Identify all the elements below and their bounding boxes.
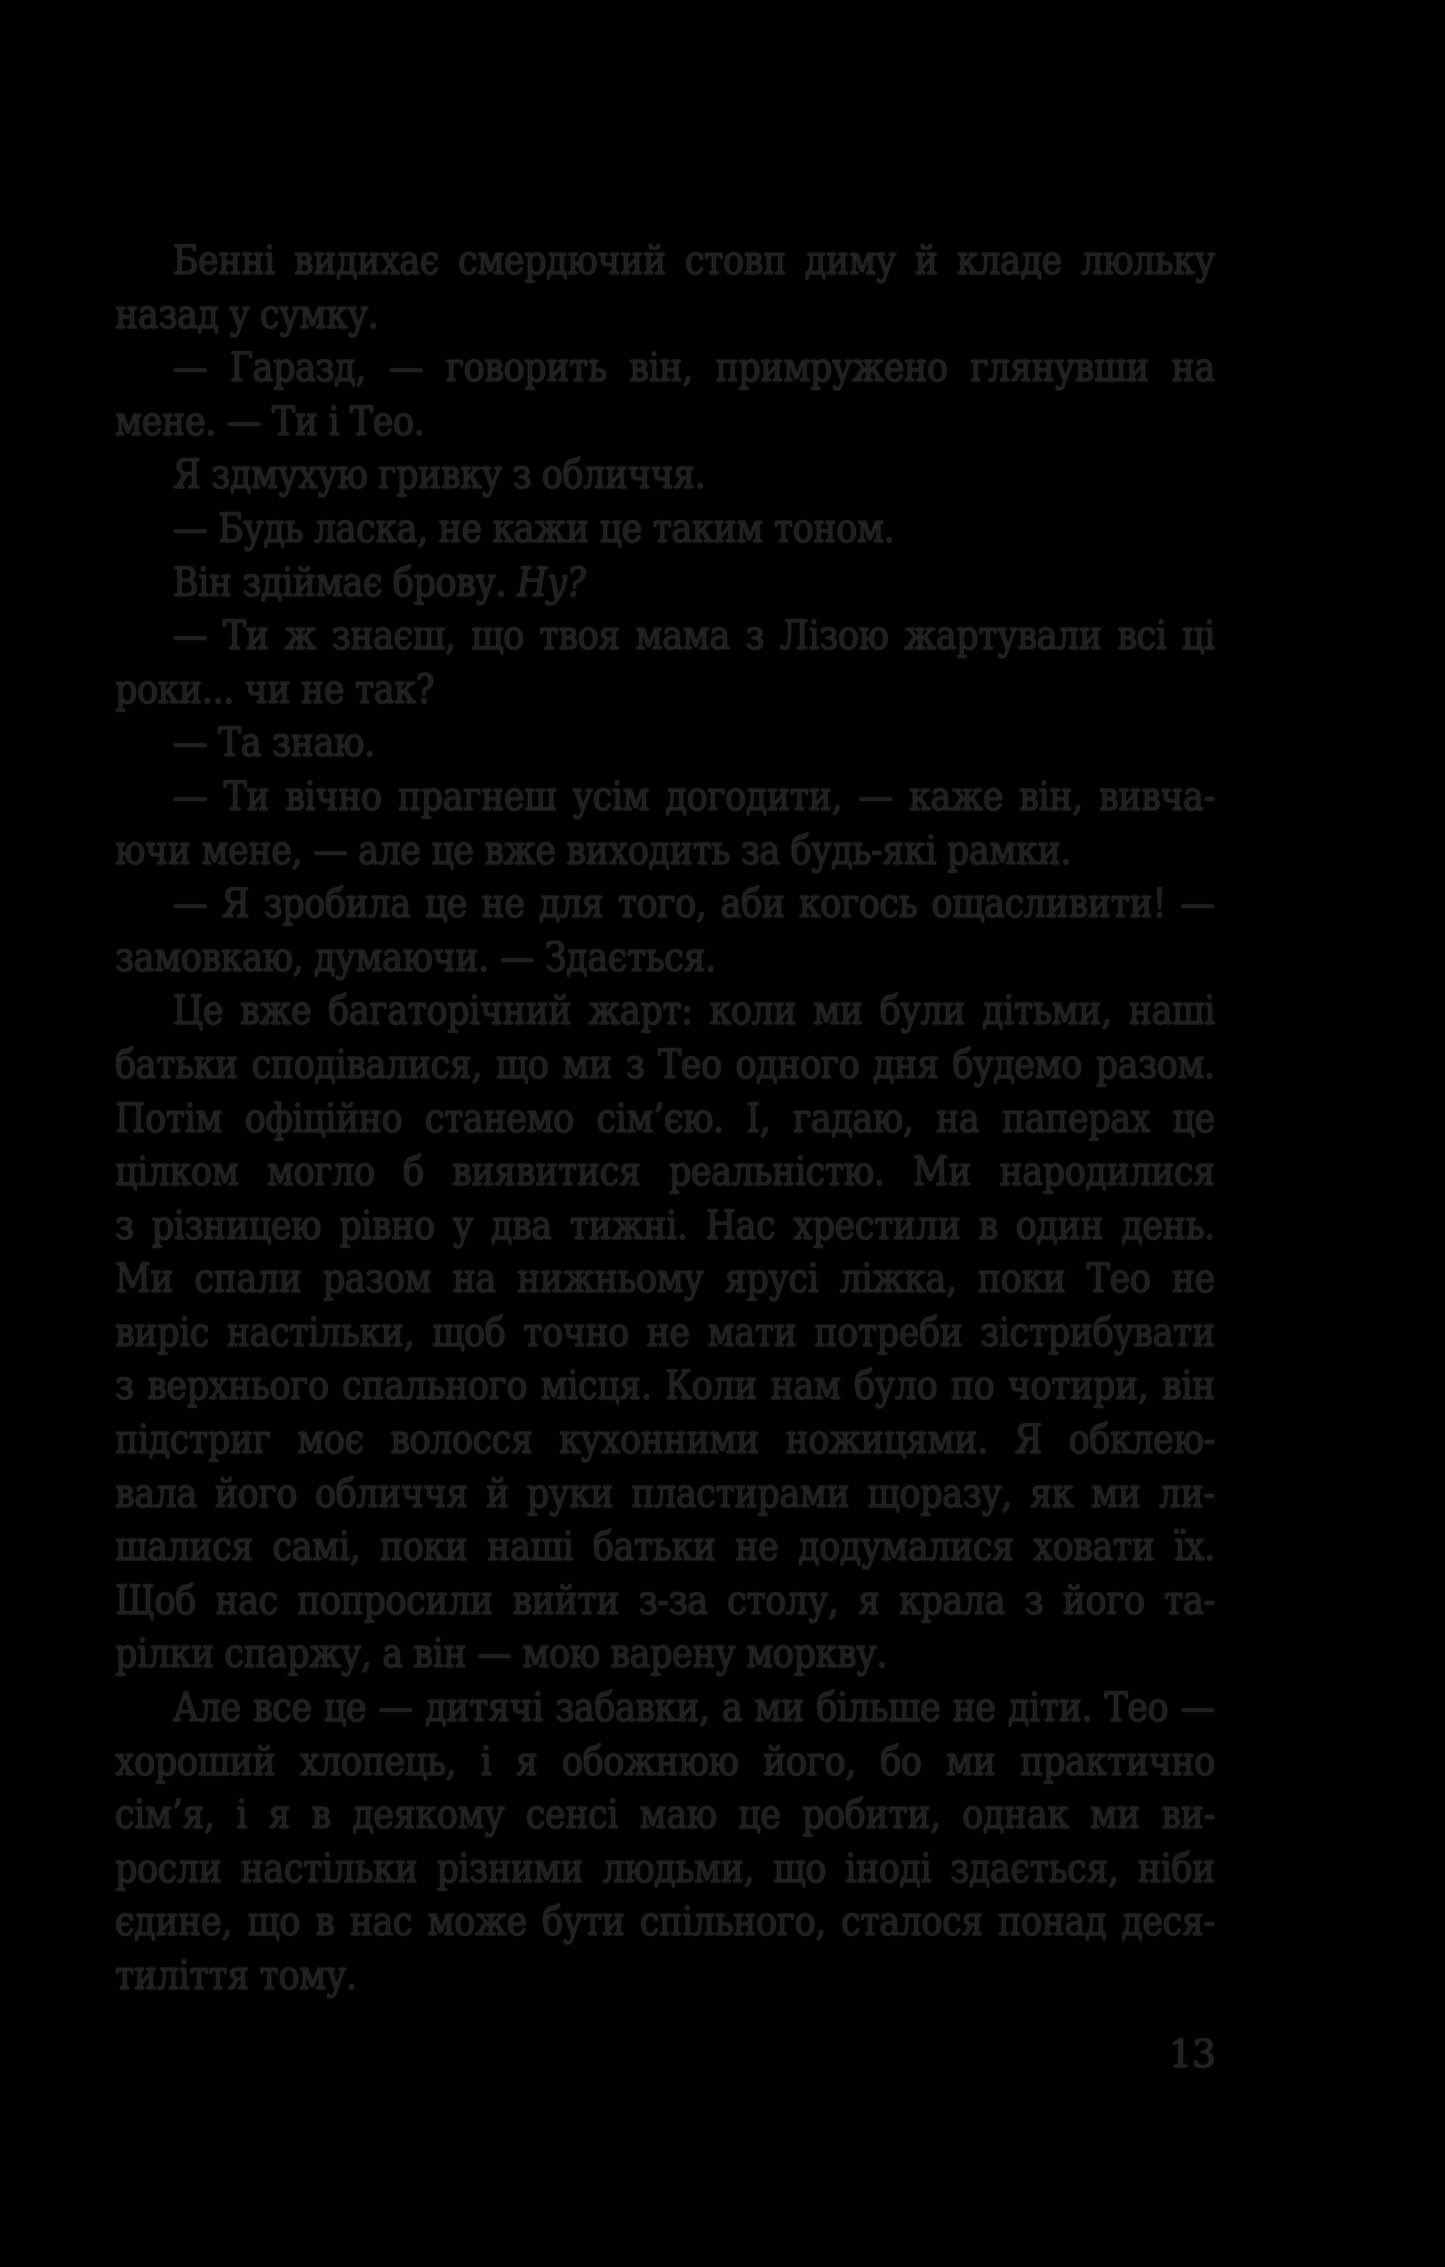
paragraph	[115, 610, 1215, 717]
text-line: Ми спали разом на нижньому ярусі ліжка, поки Тео не	[115, 1256, 1215, 1303]
text-line: тиліття тому.	[115, 1953, 357, 1999]
text-line: Щоб нас попросили вийти з-за столу, я крала з його та-	[115, 1577, 1215, 1624]
paragraph	[115, 878, 1215, 985]
text-line: хороший хлопець, і я обожнюю його, бо ми практично	[115, 1738, 1215, 1785]
text-line: підстриг моє волосся кухонними ножицями. Я обклею-	[115, 1417, 1215, 1464]
paragraph	[115, 717, 1215, 771]
paragraph	[115, 1682, 1215, 2004]
text-line: ючи мене, — але це вже виходить за будь-які рамки.	[115, 827, 1072, 874]
text-line: Але все це — дитячі забавки, а ми більше не діти. Тео —	[172, 1685, 1215, 1732]
text-line: — Та знаю.	[172, 720, 375, 767]
text-line: шалися самі, поки наші батьки не додумалися ховати їх.	[115, 1524, 1215, 1571]
text-line: Я здмухую гривку з обличчя.	[172, 452, 706, 499]
text-line: рілки спаржу, а він — мою варену моркву.	[115, 1631, 888, 1678]
text-line: росли настільки різними людьми, що іноді здається, ніби	[115, 1845, 1215, 1892]
page-number: 13	[1168, 2032, 1215, 2076]
paragraph	[115, 342, 1215, 449]
text-line: — Я зробила це не для того, аби когось ощасливити! —	[172, 881, 1215, 928]
text-segment: Він здіймає брову.	[172, 559, 517, 606]
text-line: з різницею рівно у два тижні. Нас хрестили в один день.	[115, 1202, 1215, 1249]
text-line: з верхнього спального місця. Коли нам було по чотири, він	[115, 1363, 1215, 1410]
text-line	[115, 557, 1215, 611]
paragraph	[115, 235, 1215, 342]
text-line: — Будь ласка, не кажи це таким тоном.	[172, 505, 895, 552]
paragraph	[115, 503, 1215, 557]
text-line: єдине, що в нас може бути спільного, сталося понад деся-	[115, 1899, 1215, 1946]
text-line: виріс настільки, щоб точно не мати потреби зістрибувати	[115, 1309, 1215, 1356]
text-line: — Ти вічно прагнеш усім догодити, — каже він, вивча-	[172, 773, 1215, 820]
text-line: Бенні видихає смердючий стовп диму й кладе люльку	[172, 238, 1215, 284]
italic-text: Ну?	[516, 559, 586, 606]
paragraph	[115, 985, 1215, 1682]
text-line: — Гаразд, — говорить він, примружено глянувши на	[172, 345, 1215, 392]
paragraph	[115, 449, 1215, 503]
text-line: батьки сподівалися, що ми з Тео одного дня будемо разом.	[115, 1041, 1215, 1088]
paragraph	[115, 557, 1215, 611]
text-line: замовкаю, думаючи. — Здається.	[115, 934, 716, 981]
text-line: цілком могло б виявитися реальністю. Ми народилися	[115, 1149, 1215, 1196]
text-line: назад у сумку.	[115, 291, 379, 338]
text-block	[115, 235, 1215, 2004]
text-line: Це вже багаторічний жарт: коли ми були дітьми, наші	[172, 988, 1215, 1035]
text-line: роки... чи не так?	[115, 666, 434, 713]
text-line: мене. — Ти і Тео.	[115, 398, 425, 445]
text-line: Потім офіційно станемо сім’єю. І, гадаю, на паперах це	[115, 1095, 1215, 1142]
text-line: сім’я, і я в деякому сенсі маю це робити, однак ми ви-	[115, 1792, 1215, 1839]
paragraph	[115, 771, 1215, 878]
text-line: вала його обличчя й руки пластирами щоразу, як ми ли-	[115, 1470, 1215, 1517]
text-line: — Ти ж знаєш, що твоя мама з Лізою жартували всі ці	[172, 613, 1215, 660]
